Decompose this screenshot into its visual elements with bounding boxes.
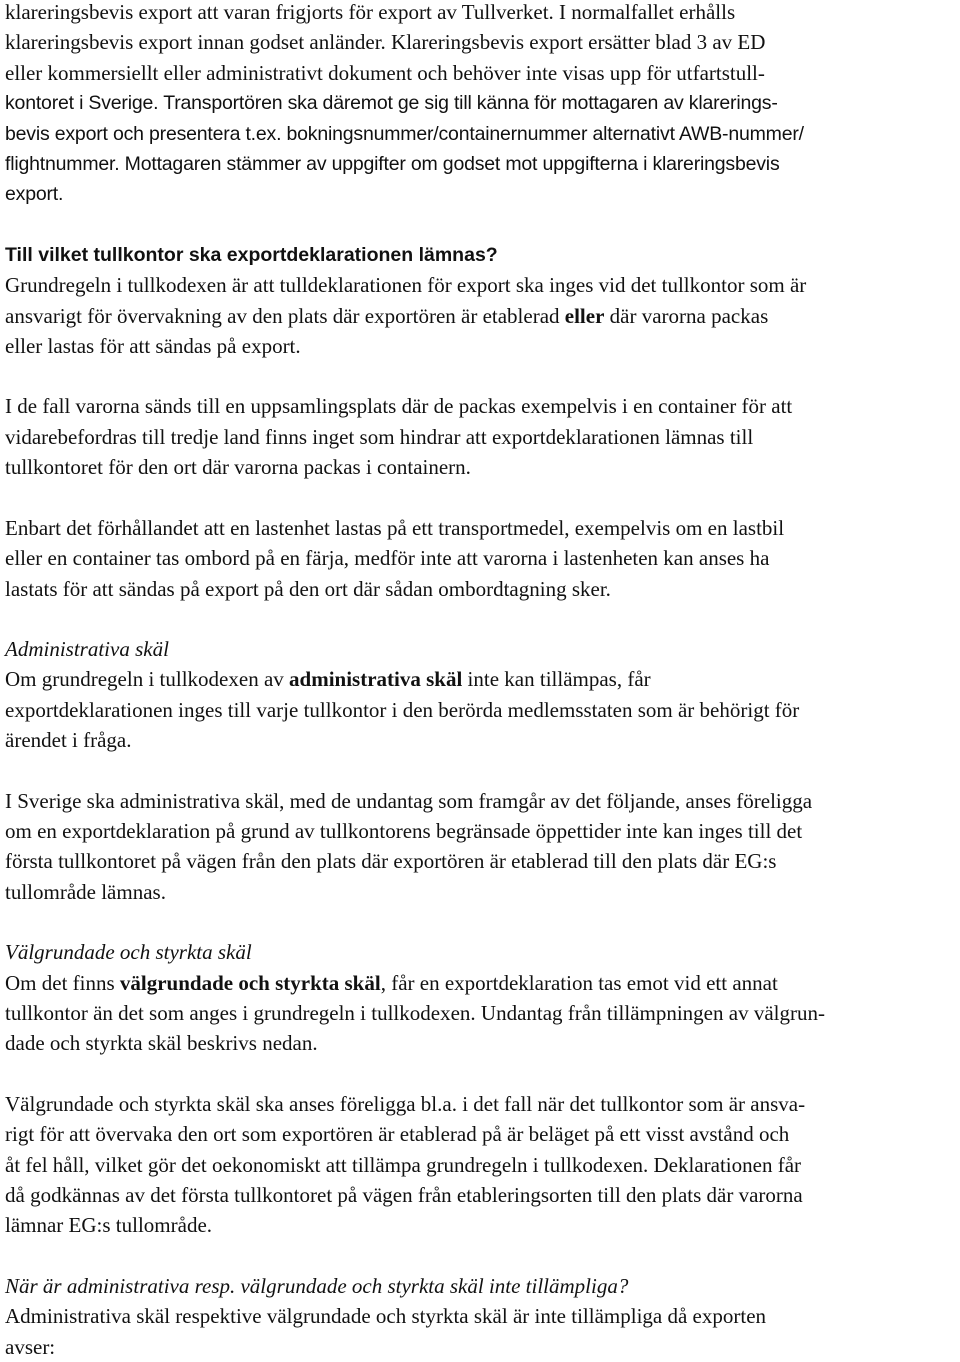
text-line: vidarebefordras till tredje land finns inget som hindrar att exportdeklarationen lämnas till — [5, 424, 754, 449]
text-line: rigt för att övervaka den ort som exportören är etablerad på är beläget på ett visst avstånd och — [5, 1122, 790, 1147]
text-line: tullkontoret för den ort där varorna packas i containern. — [5, 455, 471, 480]
paragraph-loading-unit — [5, 513, 955, 604]
text-segment: ansvarigt för övervakning av den plats där exportören är etablerad — [5, 303, 565, 328]
text-line: flightnummer. Mottagaren stämmer av uppgifter om godset mot uppgifterna i klareringsbevis — [5, 153, 780, 176]
section-heading-administrative: Administrativa skäl — [5, 636, 169, 661]
text-line: kontoret i Sverige. Transportören ska däremot ge sig till känna för mottagaren av klarerings- — [5, 92, 778, 115]
text-line: I de fall varorna sänds till en uppsamlingsplats där de packas exempelvis i en container för att — [5, 394, 793, 419]
text-line: avser: — [5, 1334, 56, 1359]
paragraph-sweden-administrative — [5, 786, 955, 908]
text-line: bevis export och presentera t.ex. bokningsnummer/containernummer alternativt AWB-nummer/ — [5, 122, 804, 145]
text-segment: inte kan tillämpas, får — [462, 667, 651, 692]
text-line: eller en container tas ombord på en färja, medför inte att varorna i lastenheten kan anses ha — [5, 546, 770, 571]
text-line — [5, 301, 955, 331]
paragraph-clearance-certificate — [5, 0, 955, 210]
paragraph-collection-point — [5, 391, 955, 482]
text-line: åt fel håll, vilket gör det oekonomiskt att tillämpa grundregeln i tullkodexen. Deklarationen får — [5, 1152, 802, 1177]
text-line: lämnar EG:s tullområde. — [5, 1213, 213, 1238]
paragraph-not-applicable — [5, 1301, 955, 1362]
emphasis-text: välgrundade och styrkta skäl — [119, 970, 381, 995]
text-line: Välgrundade och styrkta skäl ska anses föreligga bl.a. i det fall när det tullkontor som är ansva- — [5, 1091, 806, 1116]
text-line: tullområde lämnas. — [5, 879, 166, 904]
text-line: då godkännas av det första tullkontoret på vägen från etableringsorten till den plats där varorna — [5, 1183, 803, 1207]
text-line: eller lastas för att sändas på export. — [5, 334, 301, 359]
text-line: I Sverige ska administrativa skäl, med de undantag som framgår av det följande, anses föreligga — [5, 788, 813, 813]
text-line: Administrativa skäl respektive välgrundade och styrkta skäl är inte tillämpliga då exporten — [5, 1304, 767, 1329]
text-segment: , får en exportdeklaration tas emot vid ett annat — [380, 970, 778, 995]
text-line: lastats för att sändas på export på den ort där sådan ombordtagning sker. — [5, 576, 611, 601]
text-line: exportdeklarationen inges till varje tullkontor i den berörda medlemsstaten som är behörigt för — [5, 697, 800, 722]
document-page — [5, 0, 955, 1362]
text-segment: där varorna packas — [604, 303, 769, 328]
text-segment: Om det finns — [5, 970, 120, 995]
section-heading: Till vilket tullkontor ska exportdeklarationen lämnas? — [5, 243, 498, 266]
text-line: klareringsbevis export att varan frigjorts för export av Tullverket. I normalfallet erhålls — [5, 0, 736, 24]
text-line: om en exportdeklaration på grund av tullkontorens begränsade öppettider inte kan inges till det — [5, 818, 803, 843]
paragraph-administrative-reasons — [5, 664, 955, 755]
paragraph-justified-reasons — [5, 968, 955, 1059]
text-line: dade och styrkta skäl beskrivs nedan. — [5, 1031, 318, 1056]
section-heading-not-applicable: När är administrativa resp. välgrundade och styrkta skäl inte tillämpliga? — [5, 1273, 629, 1298]
text-line: Grundregeln i tullkodexen är att tulldeklarationen för export ska inges vid det tullkontor som är — [5, 273, 807, 298]
text-line: klareringsbevis export innan godset anländer. Klareringsbevis export ersätter blad 3 av ED — [5, 30, 766, 55]
text-line: export. — [5, 183, 64, 206]
text-line: tullkontor än det som anges i grundregeln i tullkodexen. Undantag från tillämpningen av välgrun- — [5, 1000, 825, 1025]
text-segment: Om grundregeln i tullkodexen av — [5, 667, 290, 692]
emphasis-text: eller — [564, 303, 605, 328]
text-line: eller kommersiellt eller administrativt dokument och behöver inte visas upp för utfartstull- — [5, 60, 765, 85]
paragraph-justified-example — [5, 1089, 955, 1241]
section-heading-justified: Välgrundade och styrkta skäl — [5, 940, 252, 965]
text-line: Enbart det förhållandet att en lastenhet lastas på ett transportmedel, exempelvis om en lastbil — [5, 515, 785, 540]
paragraph-main-rule — [5, 270, 955, 361]
text-line: första tullkontoret på vägen från den plats där exportören är etablerad till den plats där EG:s — [5, 849, 777, 874]
text-line — [5, 968, 955, 998]
text-line — [5, 664, 955, 694]
emphasis-text: administrativa skäl — [289, 667, 463, 692]
text-line: ärendet i fråga. — [5, 728, 132, 753]
